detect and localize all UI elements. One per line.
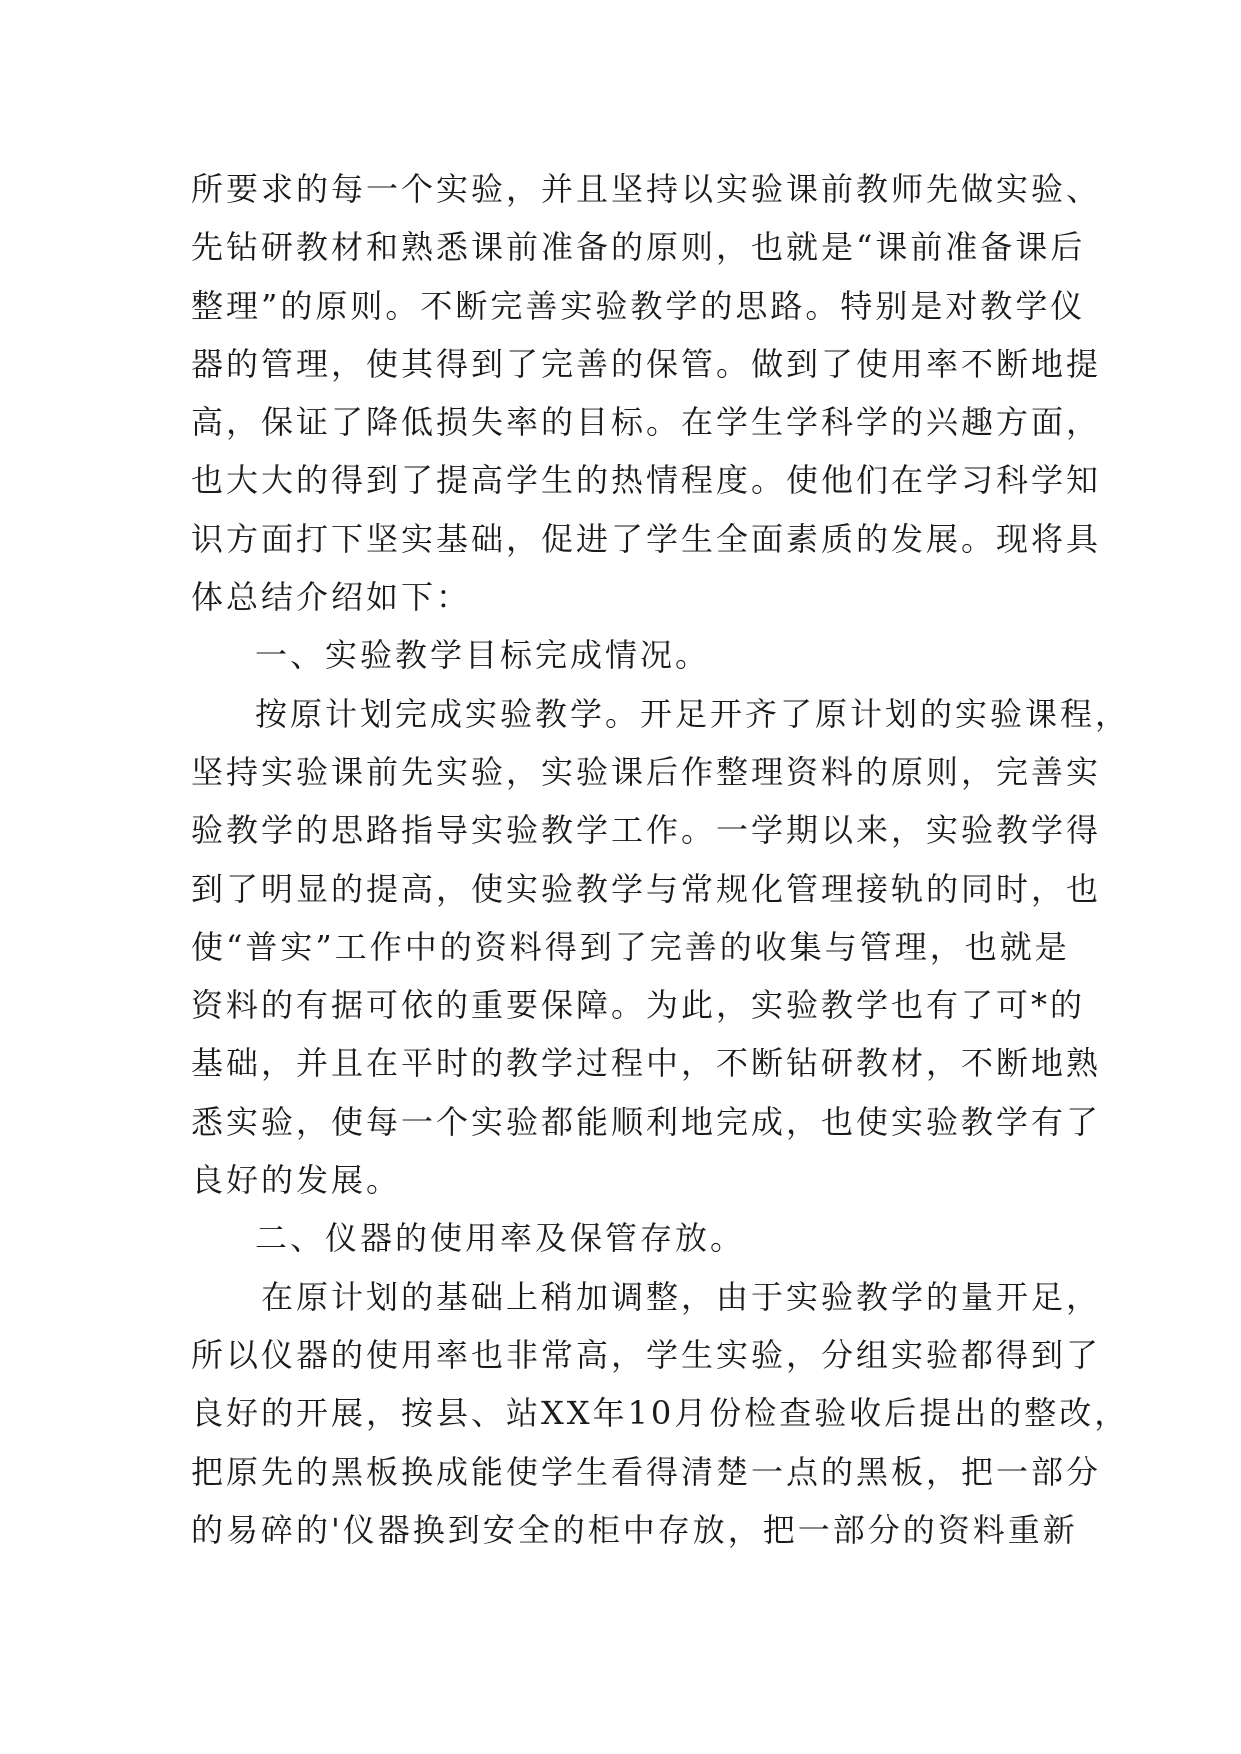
text-line: 识方面打下坚实基础，促进了学生全面素质的发展。现将具 (191, 519, 1102, 558)
text-line: 所以仪器的使用率也非常高，学生实验，分组实验都得到了 (191, 1335, 1102, 1374)
text-line: 悉实验，使每一个实验都能顺利地完成，也使实验教学有了 (191, 1102, 1102, 1141)
text-line: 所要求的每一个实验，并且坚持以实验课前教师先做实验、 (191, 170, 1102, 208)
text-line: 基础，并且在平时的教学过程中，不断钻研教材，不断地熟 (191, 1044, 1102, 1083)
text-line: 良好的发展。 (191, 1161, 402, 1200)
text-line: 坚持实验课前先实验，实验课后作整理资料的原则，完善实 (191, 752, 1102, 791)
text-line: 先钻研教材和熟悉课前准备的原则，也就是“课前准备课后 (191, 228, 1086, 267)
body-text (191, 160, 1131, 1559)
text-line: 按原计划完成实验教学。开足开齐了原计划的实验课程， (255, 694, 1131, 733)
text-line: 也大大的得到了提高学生的热情程度。使他们在学习科学知 (191, 461, 1102, 500)
section-heading: 二、仪器的使用率及保管存放。 (255, 1219, 746, 1258)
text-line: 使“普实”工作中的资料得到了完善的收集与管理，也就是 (191, 927, 1070, 966)
text-line: 在原计划的基础上稍加调整，由于实验教学的量开足， (261, 1277, 1102, 1316)
text-line: 高，保证了降低损失率的目标。在学生学科学的兴趣方面， (191, 403, 1102, 442)
text-line: 整理”的原则。不断完善实验教学的思路。特别是对教学仪 (191, 286, 1086, 325)
text-line: 良好的开展，按县、站XX年10月份检查验收后提出的整改， (191, 1394, 1130, 1433)
text-line: 的易碎的'仪器换到安全的柜中存放，把一部分的资料重新 (191, 1510, 1078, 1549)
text-line: 体总结介绍如下： (191, 578, 472, 617)
text-line: 资料的有据可依的重要保障。为此，实验教学也有了可*的 (191, 986, 1086, 1025)
text-line: 把原先的黑板换成能使学生看得清楚一点的黑板，把一部分 (191, 1452, 1102, 1491)
text-line: 到了明显的提高，使实验教学与常规化管理接轨的同时，也 (191, 869, 1102, 908)
text-line: 器的管理，使其得到了完善的保管。做到了使用率不断地提 (191, 344, 1102, 383)
text-line: 验教学的思路指导实验教学工作。一学期以来，实验教学得 (191, 811, 1102, 850)
section-heading: 一、实验教学目标完成情况。 (255, 636, 711, 675)
